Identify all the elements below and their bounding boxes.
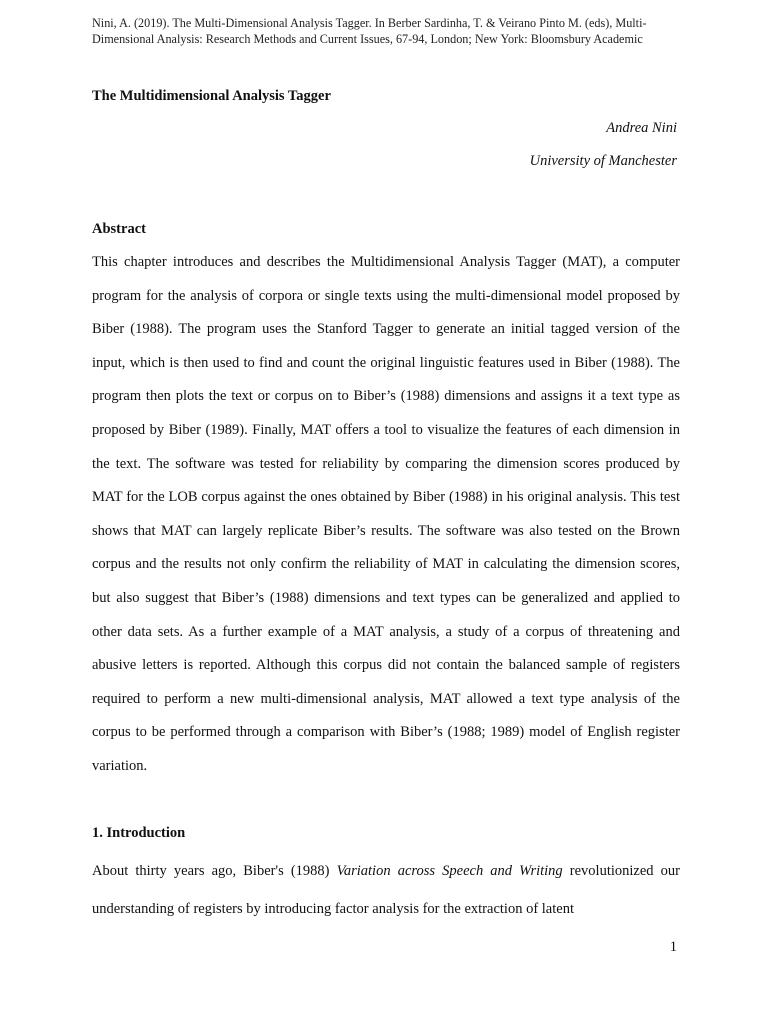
citation-header: Nini, A. (2019). The Multi-Dimensional Analysis Tagger. In Berber Sardinha, T. & Veirano Pinto M. (eds), Multi-Dimensional Analysis: Research Methods and Current Issues, 67-94, London; New York: Bloomsbury Academic <box>92 16 647 46</box>
introduction-text <box>92 852 680 928</box>
author-name: Andrea Nini <box>606 120 677 136</box>
abstract-heading: Abstract <box>92 221 146 237</box>
page-number: 1 <box>669 939 677 955</box>
intro-text-before: About thirty years ago, Biber's (1988) <box>92 863 337 879</box>
author-affiliation: University of Manchester <box>529 153 677 169</box>
paper-title: The Multidimensional Analysis Tagger <box>92 88 331 104</box>
introduction-heading: 1. Introduction <box>92 825 186 841</box>
intro-text-after: revolutionized our understanding of registers by introducing factor analysis for the extraction of latent <box>92 863 680 917</box>
intro-book-title: Variation across Speech and Writing <box>336 863 563 879</box>
abstract-text: This chapter introduces and describes the Multidimensional Analysis Tagger (MAT), a computer program for the analysis of corpora or single texts using the multi-dimensional model proposed by Biber (1988). The program uses the Stanford Tagger to generate an initial tagged version of the input, which is then used to find and count the original linguistic features used in Biber (1988). The program then plots the text or corpus on to Biber’s (1988) dimensions and assigns it a text type as proposed by Biber (1989). Finally, MAT offers a tool to visualize the features of each dimension in the text. The software was tested for reliability by comparing the dimension scores produced by MAT for the LOB corpus against the ones obtained by Biber (1988) in his original analysis. This test shows that MAT can largely replicate Biber’s results. The software was also tested on the Brown corpus and the results not only confirm the reliability of MAT in calculating the dimension scores, but also suggest that Biber’s (1988) dimensions and text types can be generalized and applied to other data sets. As a further example of a MAT analysis, a study of a corpus of threatening and abusive letters is reported. Although this corpus did not contain the balanced sample of registers required to perform a new multi-dimensional analysis, MAT allowed a text type analysis of the corpus to be performed through a comparison with Biber’s (1988; 1989) model of English register variation. <box>92 254 680 774</box>
